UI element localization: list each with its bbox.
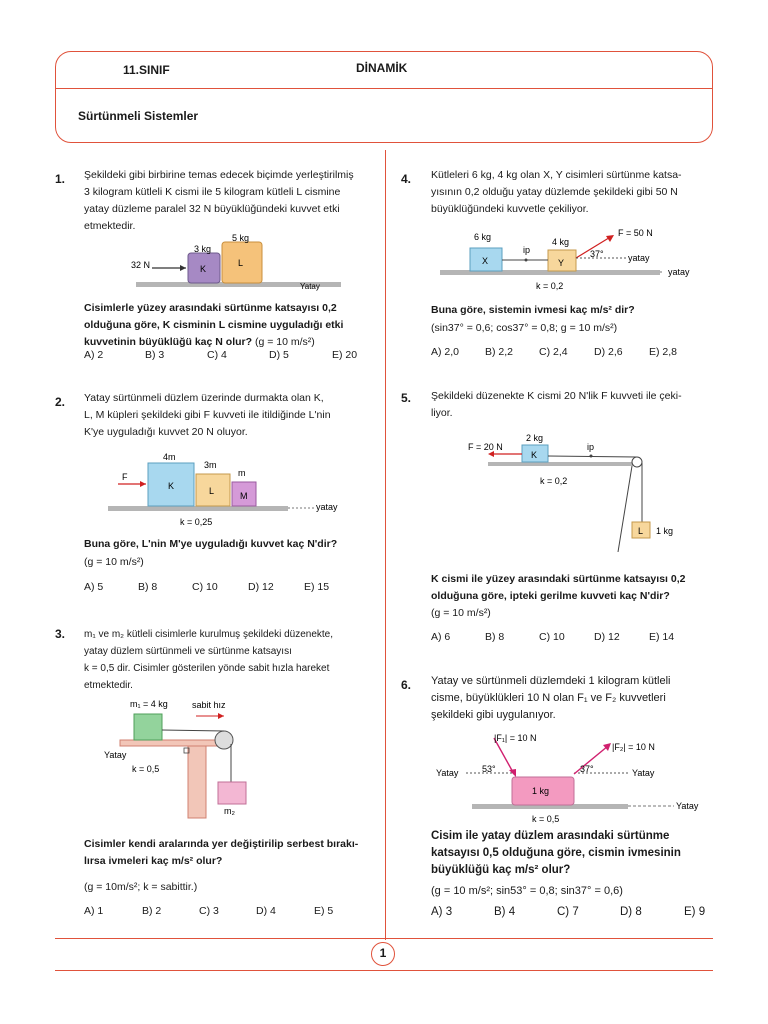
option-a[interactable]: A) 1 xyxy=(84,905,104,917)
mass-l: 5 kg xyxy=(232,233,250,243)
answer-options xyxy=(431,346,677,358)
given-g: (g = 10 m/s²) xyxy=(431,607,491,619)
f1-label: |F₁| = 10 N xyxy=(494,733,537,743)
question-number: 2. xyxy=(55,395,66,409)
label-k: K xyxy=(168,481,175,491)
mass-3m: 3m xyxy=(204,460,217,470)
table-leg xyxy=(188,746,206,818)
pulley xyxy=(215,731,233,749)
option-b[interactable]: B) 3 xyxy=(145,349,165,361)
option-a[interactable]: A) 2,0 xyxy=(431,346,460,358)
option-c[interactable]: C) 4 xyxy=(207,349,227,361)
surface-label: Yatay xyxy=(300,282,320,291)
label-m2: m₂ xyxy=(224,806,235,816)
q3-figure xyxy=(100,696,270,820)
label-y: Y xyxy=(558,258,565,268)
question-ask: Buna göre, sistemin ivmesi kaç m/s² dir? xyxy=(431,304,635,316)
question-text: Şekildeki düzenekte K cismi 20 N'lik F kuvveti ile çeki- liyor. xyxy=(431,390,682,419)
option-c[interactable]: C) 3 xyxy=(199,905,219,917)
pulley xyxy=(632,457,642,467)
option-d[interactable]: D) 12 xyxy=(594,631,620,643)
label-m1: m₁ = 4 kg xyxy=(130,699,168,709)
option-b[interactable]: B) 4 xyxy=(494,906,516,918)
option-b[interactable]: B) 2,2 xyxy=(485,346,514,358)
option-e[interactable]: E) 2,8 xyxy=(649,346,678,358)
mass-k: 3 kg xyxy=(194,244,212,254)
surface-label: Yatay xyxy=(104,750,127,760)
given-g: (g = 10m/s²; k = sabittir.) xyxy=(84,881,198,893)
option-a[interactable]: A) 5 xyxy=(84,581,104,593)
option-d[interactable]: D) 4 xyxy=(256,905,276,917)
mass-label: 1 kg xyxy=(532,786,550,796)
question-ask: Cisimlerle yüzey arasındaki sürtünme katsayısı 0,2 olduğuna göre, K cisminin L cismine uyguladığı etki kuvvetinin büyüklüğü kaç N olur? (g = 10 m/s²) xyxy=(84,302,344,348)
answer-options xyxy=(84,581,329,593)
mass-x: 6 kg xyxy=(474,232,492,242)
option-c[interactable]: C) 10 xyxy=(539,631,565,643)
force-label: 32 N xyxy=(131,260,151,270)
question-number: 3. xyxy=(55,627,66,641)
option-d[interactable]: D) 5 xyxy=(269,349,289,361)
header-divider xyxy=(55,88,713,89)
option-b[interactable]: B) 8 xyxy=(138,581,158,593)
surface-label: yatay xyxy=(316,502,338,512)
option-e[interactable]: E) 9 xyxy=(684,906,706,918)
rope-label: ip xyxy=(523,245,531,255)
surface xyxy=(108,506,288,511)
q6-figure xyxy=(436,728,726,826)
question-ask: K cismi ile yüzey arasındaki sürtünme katsayısı 0,2 olduğuna göre, ipteki gerilme kuvveti kaç N'dir? xyxy=(431,573,686,602)
option-c[interactable]: C) 10 xyxy=(192,581,218,593)
label-k: K xyxy=(531,450,538,460)
label-m: M xyxy=(240,491,248,501)
column-divider xyxy=(385,150,386,940)
label-l: L xyxy=(209,486,215,496)
option-c[interactable]: C) 7 xyxy=(557,906,579,918)
grade-label: 11.SINIF xyxy=(123,63,170,77)
option-d[interactable]: D) 2,6 xyxy=(594,346,623,358)
option-c[interactable]: C) 2,4 xyxy=(539,346,568,358)
option-e[interactable]: E) 15 xyxy=(304,581,330,593)
question-text: Yatay ve sürtünmeli düzlemdeki 1 kilogram kütleli cisme, büyüklükleri 10 N olan F₁ ve F₂ kuvvetleri şekildeki gibi uygulanıyor. xyxy=(431,675,671,721)
angle-label: 37° xyxy=(590,249,604,259)
question-text: Kütleleri 6 kg, 4 kg olan X, Y cisimleri sürtünme katsa- yısının 0,2 olduğu yatay düzlemde şekildeki gibi 50 N büyüklüğündeki kuvvetle çekiliyor. xyxy=(431,169,682,215)
block-m2 xyxy=(218,782,246,804)
q4-figure xyxy=(430,224,720,296)
option-a[interactable]: A) 6 xyxy=(431,631,451,643)
friction-coef: k = 0,2 xyxy=(540,476,568,486)
question-number: 6. xyxy=(401,678,412,692)
q2-figure xyxy=(108,449,368,529)
question-number: 4. xyxy=(401,172,412,186)
answer-options xyxy=(431,906,705,918)
label-f: F xyxy=(122,472,128,482)
q5-figure xyxy=(460,428,700,552)
topic-title: Sürtünmeli Sistemler xyxy=(78,109,199,123)
question-number: 1. xyxy=(55,172,66,186)
table-top xyxy=(120,740,228,746)
f2-label: |F₂| = 10 N xyxy=(612,742,655,752)
yatay-label: yatay xyxy=(628,253,650,263)
mass-y: 4 kg xyxy=(552,237,570,247)
angle-53: 53° xyxy=(482,764,496,774)
friction-coef: k = 0,2 xyxy=(536,281,564,291)
surface-label: yatay xyxy=(668,267,690,277)
block-m1 xyxy=(134,714,162,740)
yatay-right: Yatay xyxy=(632,768,655,778)
question-ask: Cisimler kendi aralarında yer değiştirilip serbest bırakı- lırsa ivmeleri kaç m/s² olur? xyxy=(84,838,359,867)
label-k: K xyxy=(200,264,207,274)
label-l: L xyxy=(238,258,244,268)
option-b[interactable]: B) 2 xyxy=(142,905,162,917)
mass-4m: 4m xyxy=(163,452,176,462)
answer-options xyxy=(84,905,333,917)
surface-label: Yatay xyxy=(676,801,699,811)
force-label: F = 50 N xyxy=(618,228,653,238)
option-b[interactable]: B) 8 xyxy=(485,631,505,643)
option-d[interactable]: D) 8 xyxy=(620,906,642,918)
q1-figure xyxy=(120,228,360,294)
footer-line-top xyxy=(55,938,713,939)
mass-m: m xyxy=(238,468,246,478)
mass-l: 1 kg xyxy=(656,526,674,536)
friction-coef: k = 0,5 xyxy=(532,814,560,824)
yatay-left: Yatay xyxy=(436,768,459,778)
option-e[interactable]: E) 14 xyxy=(649,631,675,643)
question-text: Yatay sürtünmeli düzlem üzerinde durmakta olan K, L, M küpleri şekildeki gibi F kuvveti ile itildiğinde L'nin K'ye uyguladığı kuvvet 20 N oluyor. xyxy=(84,392,331,438)
label-x: X xyxy=(482,256,489,266)
footer-line-bottom xyxy=(55,970,713,971)
question-ask: Cisim ile yatay düzlem arasındaki sürtünme katsayısı 0,5 olduğuna göre, cismin ivmesinin büyüklüğü kaç m/s² olur? xyxy=(431,830,681,876)
given-g: (sin37° = 0,6; cos37° = 0,8; g = 10 m/s²) xyxy=(431,322,618,334)
answer-options xyxy=(84,349,357,361)
friction-coef: k = 0,5 xyxy=(132,764,160,774)
question-number: 5. xyxy=(401,391,412,405)
label-l: L xyxy=(638,526,644,536)
friction-coef: k = 0,25 xyxy=(180,517,213,527)
question-text: m₁ ve m₂ kütleli cisimlerle kurulmuş şekildeki düzenekte, yatay düzlem sürtünmeli ve sürtünme katsayısı k = 0,5 dir. Cisimler gösterilen yönde sabit hızla hareket etmektedir. xyxy=(84,629,334,691)
mass-k: 2 kg xyxy=(526,433,544,443)
question-ask: Buna göre, L'nin M'ye uyguladığı kuvvet kaç N'dir? xyxy=(84,538,338,550)
subject-title: DİNAMİK xyxy=(356,61,408,75)
option-e[interactable]: E) 5 xyxy=(314,905,334,917)
speed-label: sabit hız xyxy=(192,700,226,710)
answer-options xyxy=(431,631,674,643)
option-a[interactable]: A) 2 xyxy=(84,349,104,361)
given-g: (g = 10 m/s²) xyxy=(84,556,144,568)
option-e[interactable]: E) 20 xyxy=(332,349,358,361)
force-label: F = 20 N xyxy=(468,442,503,452)
question-text: Şekildeki gibi birbirine temas edecek biçimde yerleştirilmiş 3 kilogram kütleli K cismi ile 5 kilogram kütleli L cismine yatay düzleme paralel 32 N büyüklüğündeki kuvvet etki etmektedir. xyxy=(84,169,354,232)
angle-37: 37° xyxy=(580,764,594,774)
surface xyxy=(488,462,636,466)
option-a[interactable]: A) 3 xyxy=(431,906,453,918)
option-d[interactable]: D) 12 xyxy=(248,581,274,593)
rope-label: ip xyxy=(587,442,595,452)
page-number: 1 xyxy=(371,942,395,966)
given-g: (g = 10 m/s²; sin53° = 0,8; sin37° = 0,6) xyxy=(431,885,623,897)
